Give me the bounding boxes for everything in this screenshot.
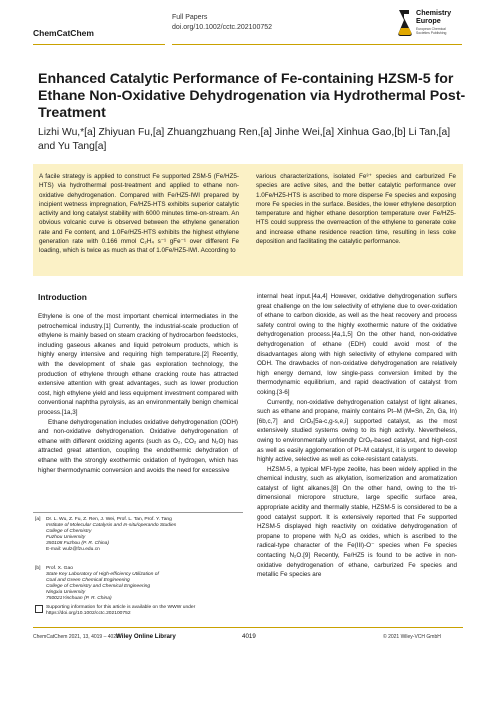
body-right-column — [257, 292, 457, 580]
chemistry-europe-logo-icon — [395, 8, 415, 38]
paragraph: Ethylene is one of the most important chemical intermediates in the petrochemical industry.[1] Currently, the industrial-scale production of ethylene is mainly based on steam cracking of hydrocarbon feedstocks, including gaseous alkanes and liquid petroleum products, which is highly energy intensive and requiring high temperature.[2] Recently, with the development of shale gas exploration technology, the production of ethylene through ethane cracking route has attracted extensive attention with great advantages, such as lower production cost, high ethylene yield and less equipment investment compared with conventional naphtha pyrolysis, as an environmentally benign chemical process.[1a,3] — [38, 313, 238, 416]
supporting-info-icon — [35, 605, 43, 613]
doi-link[interactable]: doi.org/10.1002/cctc.202100752 — [172, 24, 273, 31]
affiliation-b: Prof. X. Gao State Key Laboratory of High-efficiency Utilization of Coal and Green Chemical Engineering College of Chemistry and Chemical Engineering Ningxia University 750021Yinchuan (P. R. China) — [46, 566, 159, 602]
logo-title: Chemistry Europe — [416, 8, 452, 25]
footer-citation: ChemCatChem 2021, 13, 4019 – 4028 — [33, 634, 119, 640]
supporting-info-link[interactable]: https://doi.org/10.1002/cctc.202100752 — [46, 611, 131, 617]
author-email[interactable]: E-mail: wulz@fzu.edu.cn — [46, 547, 100, 553]
abstract-right-column: various characterizations, isolated Fe³⁺ species and carburized Fe species are active sites, and the better catalytic performance over 1.0Fe/HZ5-HTS is ascribed to more disperse Fe species and exposing more Fe species in the surface. Besides, the lower ethylene desorption temperature and higher ethane desorption temperature over Fe/HZ5-HTS could suppress the overreaction of the ethylene to generate coke and increase ethane residence reaction time, resulting in less coke deposition and facilitating the catalytic performance. — [256, 173, 456, 246]
paragraph: Currently, non-oxidative dehydrogenation catalyst of light alkanes, such as ethane and propane, mainly contains Pt–M (M=Sn, Zn, Ga, In)[6b,c,7] and CrOₓ[5a-c,g-s,e,i] supported catalyst, as the most extensively studied systems owing to its high activity. Nevertheless, owing to environmentally unfriendly CrOₓ-based catalyst, and high-cost as well as easily agglomeration of Pt–M catalyst, it is urgent to develop highly active, selective as well as coke-resistant catalysts. — [257, 398, 457, 464]
footer-rule — [33, 627, 463, 628]
footnote-tag-b: [b] — [35, 566, 41, 571]
author-list: Lizhi Wu,*[a] Zhiyuan Fu,[a] Zhuangzhuang Ren,[a] Jinhe Wei,[a] Xinhua Gao,[b] Li Tan,[a] and Yu Tang[a] — [38, 127, 451, 152]
paragraph: HZSM-5, a typical MFI-type zeolite, has been widely applied in the chemical industry, such as alkylation, isomerization and aromatization catalyst of light alkanes.[8] On the other hand, owing to the tri-dimensional micropore structure, large specific surface area, appropriate acidity and thermally stable, HZSM-5 is considered to be a good catalyst support. It is extensively reported that Fe supported HZSM-5 displayed high reactivity on oxidative dehydrogenation of propane to propene with N₂O as oxides, which is ascribed to the radical-type character of the Fe(III)-O⁻ species when Fe species contacting N₂O.[9] Recently, Fe/HZ5 is found to be active in non-oxidative dehydrogenation of ethane, carburized Fe species and metallic Fe species are — [257, 465, 457, 579]
paragraph: internal heat input.[4a,4] However, oxidative dehydrogenation suffers great challenge on the low selectivity of ethylene due to over-oxidation of ethane to carbon dioxide, as well as the heat recovery and process safety control owing to the highly exothermic nature of the oxidative dehydrogenation process.[4a,1,5] On the other hand, non-oxidative dehydrogenation of ethane (EDH) could avoid most of the disadvantages along with high selectivity of ethylene compared with ODH. The drawbacks of non-oxidative dehydrogenation are relatively high energy demand, low single-pass conversion limited by the thermodynamic equilibrium, and rapid deactivation of catalyst from coking.[3-6] — [257, 293, 457, 396]
abstract-left-column: A facile strategy is applied to construct Fe supported ZSM-5 (Fe/HZ5-HTS) via hydrothermal post-treatment and applied to ethane non-oxidative dehydrogenation. Compared with Fe/HZ5-IWI prepared by incipient wetness impregnation, Fe/HZ5-HTS exhibits superior catalytic activity and long catalyst stability with 6000 minutes time-on-stream. An obvious volcanic curve is observed between the ethylene generation rate and Fe content, and 1.0Fe/HZ5-HTS exhibits the highest ethylene generation rate with 0.166 mmol C₂H₄ s⁻¹ gFe⁻¹ over different Fe loading, which is twice as much as that of 1.0Fe/HZ5-IWI. According to — [39, 173, 239, 255]
wiley-online-library-link[interactable]: Wiley Online Library — [116, 633, 176, 640]
article-type: Full Papers — [172, 14, 208, 21]
article-title: Enhanced Catalytic Performance of Fe-containing HZSM-5 for Ethane Non-Oxidative Dehydrogenation via Hydrothermal Post-Treatment — [38, 71, 466, 121]
footnote-tag-a: [a] — [35, 517, 41, 522]
body-left-column — [38, 312, 238, 475]
header-rule-right — [172, 44, 462, 45]
paragraph: Ethane dehydrogenation includes oxidative dehydrogenation (ODH) and non-oxidative dehydrogenation. Oxidative dehydrogenation of ethane with different oxidizing agents (such as O₂, CO₂ and N₂O) has attracted great attention, coupling the endothermic dehydration of ethane with the strongly exothermic oxidation of hydrogen, which has higher thermodynamic conversion and avoids the need for excessive — [38, 418, 238, 474]
header-rule-left — [33, 44, 165, 45]
affiliation-a: Dr. L. Wu, Z. Fu, Z. Ren, J. Wei, Prof. L. Tan, Prof. Y. Tang Institute of Molecular Catalysis and In-situ/operando Studies College of Chemistry Fuzhou University 350108 Fuzhou (P. R. China) E-mail: wulz@fzu.edu.cn — [46, 517, 236, 554]
footnote-rule — [33, 512, 243, 513]
copyright: © 2021 Wiley-VCH GmbH — [383, 634, 441, 640]
journal-name: ChemCatChem — [33, 28, 94, 38]
page-number: 4019 — [242, 633, 256, 640]
section-heading: Introduction — [38, 292, 87, 302]
supporting-info-note: Supporting information for this article is available on the WWW under https://doi.org/10.1002/cctc.202100752 — [46, 605, 236, 617]
logo-subtitle: European Chemical Societies Publishing — [416, 27, 447, 35]
